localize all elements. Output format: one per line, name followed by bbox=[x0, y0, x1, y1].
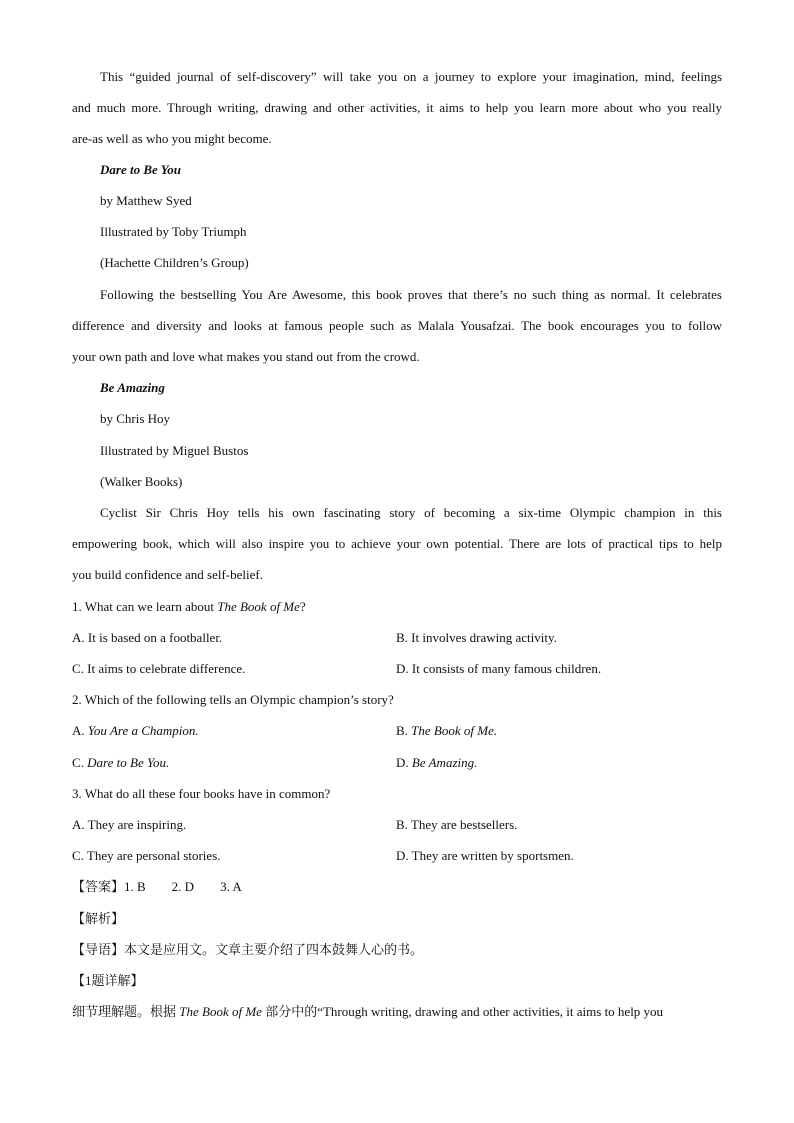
book-author: by Matthew Syed bbox=[100, 193, 192, 208]
passage-line: are-as well as who you might become. bbox=[72, 131, 272, 146]
option-d: D. They are written by sportsmen. bbox=[396, 848, 574, 863]
q1-detail-label: 【1题详解】 bbox=[72, 973, 144, 988]
book-illustrator: Illustrated by Toby Triumph bbox=[100, 224, 247, 239]
option-a: A. It is based on a footballer. bbox=[72, 630, 223, 645]
option-c: C. It aims to celebrate difference. bbox=[72, 661, 246, 676]
option-b: B. The Book of Me. bbox=[396, 723, 498, 738]
passage-line: empowering book, which will also inspire you to achieve your own potential. There are lots of practical tips to help bbox=[72, 536, 722, 551]
option-a: A. You Are a Champion. bbox=[72, 723, 199, 738]
book-title: Dare to Be You bbox=[100, 162, 182, 177]
passage-line: This “guided journal of self-discovery” will take you on a journey to explore your imagination, mind, feelings bbox=[100, 69, 722, 84]
book-publisher: (Walker Books) bbox=[100, 474, 183, 489]
passage-line: difference and diversity and looks at famous people such as Malala Yousafzai. The book encourages you to follow bbox=[72, 318, 722, 333]
option-d: D. Be Amazing. bbox=[396, 755, 478, 770]
passage-line: Following the bestselling You Are Awesome, this book proves that there’s no such thing as normal. It celebrates bbox=[100, 287, 722, 302]
book-publisher: (Hachette Children’s Group) bbox=[100, 255, 249, 270]
passage-line: you build confidence and self-belief. bbox=[72, 567, 263, 582]
question-stem: 3. What do all these four books have in common? bbox=[72, 786, 331, 801]
analysis-label: 【解析】 bbox=[72, 911, 125, 926]
guide-text: 【导语】本文是应用文。文章主要介绍了四本鼓舞人心的书。 bbox=[72, 942, 424, 957]
passage-line: your own path and love what makes you stand out from the crowd. bbox=[72, 349, 420, 364]
passage-line: and much more. Through writing, drawing and other activities, it aims to help you learn more about who you really bbox=[72, 100, 722, 115]
answer-values: 1. B 2. D 3. A bbox=[124, 879, 242, 894]
option-c: C. Dare to Be You. bbox=[72, 755, 170, 770]
option-c: C. They are personal stories. bbox=[72, 848, 221, 863]
book-illustrator: Illustrated by Miguel Bustos bbox=[100, 443, 249, 458]
option-d: D. It consists of many famous children. bbox=[396, 661, 602, 676]
question-stem: 2. Which of the following tells an Olympic champion’s story? bbox=[72, 692, 394, 707]
option-b: B. They are bestsellers. bbox=[396, 817, 518, 832]
q1-detail-text: 细节理解题。根据 The Book of Me 部分中的“Through writing, drawing and other activities, it aims to help you bbox=[72, 1004, 664, 1019]
passage-line: Cyclist Sir Chris Hoy tells his own fascinating story of becoming a six-time Olympic champion in this bbox=[100, 505, 722, 520]
answer-line bbox=[72, 879, 722, 895]
book-title: Be Amazing bbox=[100, 380, 165, 395]
question-stem: 1. What can we learn about The Book of Me? bbox=[72, 599, 306, 614]
answer-label: 【答案】 bbox=[72, 879, 125, 894]
option-a: A. They are inspiring. bbox=[72, 817, 187, 832]
book-author: by Chris Hoy bbox=[100, 411, 171, 426]
option-b: B. It involves drawing activity. bbox=[396, 630, 557, 645]
